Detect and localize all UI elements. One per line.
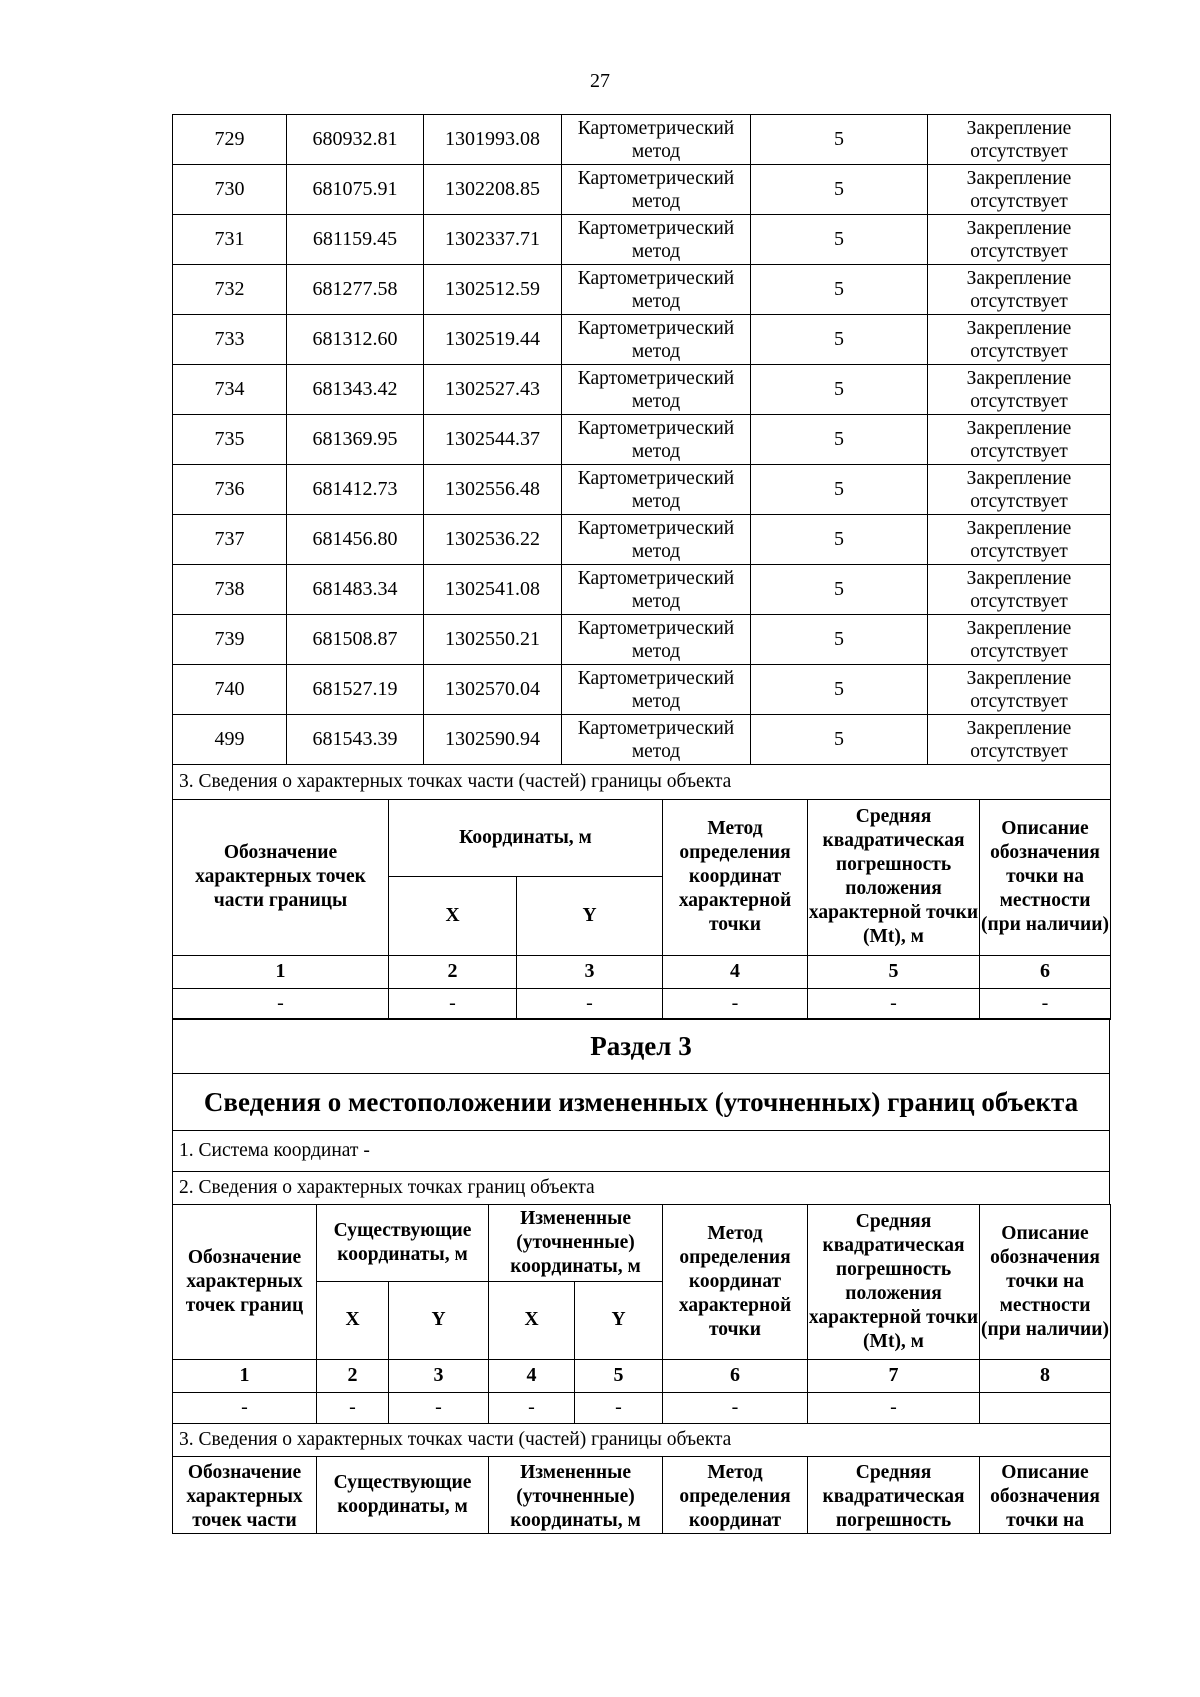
method-line: метод [631,440,681,462]
point-error: 5 [751,365,928,415]
empty-values-row-cell: - [517,988,663,1019]
points-table-row [173,665,1111,715]
s3-part-changed: Измененные (уточненные) координаты, м [489,1456,663,1533]
point-number: 499 [173,715,287,765]
point-fixation [928,365,1111,415]
header-y: Y [517,876,663,955]
point-method [562,165,751,215]
header-coordinates: Координаты, м [389,799,663,876]
s3-empty-values-row-cell: - [173,1392,317,1423]
point-y: 1302590.94 [424,715,562,765]
point-method [562,465,751,515]
method-line: метод [631,740,681,762]
fixation-line: Закрепление [966,117,1072,139]
column-numbers-row-cell: 4 [663,955,808,988]
method-line: Картометрический [577,417,735,439]
fixation-line: Закрепление [966,267,1072,289]
point-method [562,415,751,465]
fixation-line: отсутствует [970,640,1068,662]
point-x: 681483.34 [287,565,424,615]
s3-empty-values-row-cell [980,1392,1111,1423]
point-x: 681369.95 [287,415,424,465]
fixation-line: Закрепление [966,417,1072,439]
method-line: Картометрический [577,667,735,689]
s3-part-title: 3. Сведения о характерных точках части (частей) границы объекта [173,1423,1111,1456]
s3-header-description: Описание обозначения точки на местности (при наличии) [980,1204,1111,1359]
fixation-line: Закрепление [966,167,1072,189]
s3-header-error: Средняя квадратическая погрешность положения характерной точки (Mt), м [808,1204,980,1359]
fixation-line: Закрепление [966,317,1072,339]
point-y: 1302512.59 [424,265,562,315]
point-error: 5 [751,315,928,365]
point-number: 739 [173,615,287,665]
fixation-line: отсутствует [970,190,1068,212]
s3-column-numbers-row-cell: 5 [575,1359,663,1392]
s3-column-numbers-row-cell: 2 [317,1359,389,1392]
point-number: 737 [173,515,287,565]
s3-column-numbers-row-cell: 3 [389,1359,489,1392]
point-method [562,215,751,265]
changed-boundary-table [172,1204,1111,1534]
point-method [562,265,751,315]
point-error: 5 [751,615,928,665]
method-line: Картометрический [577,317,735,339]
method-line: метод [631,640,681,662]
method-line: метод [631,190,681,212]
s3-header-designation: Обозначение характерных точек границ [173,1204,317,1359]
s3-column-numbers-row-cell: 7 [808,1359,980,1392]
point-number: 734 [173,365,287,415]
method-line: Картометрический [577,617,735,639]
method-line: метод [631,690,681,712]
point-method [562,515,751,565]
fixation-line: отсутствует [970,740,1068,762]
point-method [562,615,751,665]
s3-header-existing-y: Y [389,1281,489,1359]
points-table-row [173,615,1111,665]
point-number: 735 [173,415,287,465]
point-error: 5 [751,165,928,215]
point-x: 681508.87 [287,615,424,665]
method-line: Картометрический [577,117,735,139]
fixation-line: Закрепление [966,517,1072,539]
fixation-line: Закрепление [966,367,1072,389]
fixation-line: отсутствует [970,540,1068,562]
point-method [562,315,751,365]
s3-column-numbers-row-cell: 6 [663,1359,808,1392]
column-numbers-row [173,955,1111,988]
point-fixation [928,415,1111,465]
point-method [562,365,751,415]
empty-values-row-cell: - [808,988,980,1019]
column-numbers-row-cell: 2 [389,955,517,988]
point-fixation [928,315,1111,365]
point-fixation [928,615,1111,665]
s3-part-error: Средняя квадратическая погрешность [808,1456,980,1533]
point-x: 681312.60 [287,315,424,365]
s3-empty-values-row-cell: - [808,1392,980,1423]
s3-column-numbers-row-cell: 1 [173,1359,317,1392]
method-line: Картометрический [577,367,735,389]
fixation-line: отсутствует [970,490,1068,512]
point-number: 738 [173,565,287,615]
page-number: 27 [590,70,610,92]
s3-part-description: Описание обозначения точки на [980,1456,1111,1533]
method-line: метод [631,490,681,512]
s3-empty-values-row-cell: - [317,1392,389,1423]
point-y: 1302544.37 [424,415,562,465]
point-fixation [928,115,1111,165]
points-table-row [173,365,1111,415]
points-table-row [173,515,1111,565]
point-method [562,715,751,765]
method-line: метод [631,140,681,162]
point-x: 681456.80 [287,515,424,565]
point-fixation [928,565,1111,615]
part-points-title: 3. Сведения о характерных точках части (частей) границы объекта [173,764,1111,799]
point-x: 681075.91 [287,165,424,215]
point-y: 1301993.08 [424,115,562,165]
method-line: Картометрический [577,567,735,589]
header-method: Метод определения координат характерной точки [663,799,808,955]
point-x: 680932.81 [287,115,424,165]
document-body [172,114,1110,1534]
point-x: 681159.45 [287,215,424,265]
point-error: 5 [751,515,928,565]
points-table-row [173,165,1111,215]
fixation-line: Закрепление [966,717,1072,739]
empty-values-row-cell: - [980,988,1111,1019]
s3-part-method: Метод определения координат [663,1456,808,1533]
method-line: метод [631,340,681,362]
section-heading: Раздел 3 [173,1019,1110,1074]
section3-heading-table [172,1018,1110,1205]
point-number: 732 [173,265,287,315]
fixation-line: Закрепление [966,617,1072,639]
s3-column-numbers-row-cell: 8 [980,1359,1111,1392]
points-table-row [173,215,1111,265]
points-table-row [173,265,1111,315]
points-table-row [173,115,1111,165]
point-fixation [928,515,1111,565]
s3-empty-values-row-cell: - [389,1392,489,1423]
point-x: 681527.19 [287,665,424,715]
point-y: 1302337.71 [424,215,562,265]
point-error: 5 [751,415,928,465]
method-line: метод [631,540,681,562]
point-error: 5 [751,665,928,715]
point-fixation [928,465,1111,515]
method-line: Картометрический [577,217,735,239]
s3-column-numbers-row-cell: 4 [489,1359,575,1392]
s3-empty-values-row-cell: - [489,1392,575,1423]
point-number: 733 [173,315,287,365]
points-table-row [173,415,1111,465]
column-numbers-row-cell: 3 [517,955,663,988]
fixation-line: Закрепление [966,467,1072,489]
method-line: метод [631,240,681,262]
fixation-line: отсутствует [970,690,1068,712]
points-table [172,114,1111,765]
point-fixation [928,165,1111,215]
points-table-row [173,715,1111,765]
fixation-line: отсутствует [970,290,1068,312]
method-line: метод [631,590,681,612]
point-number: 736 [173,465,287,515]
point-error: 5 [751,715,928,765]
empty-values-row-cell: - [173,988,389,1019]
point-fixation [928,265,1111,315]
s3-empty-values-row [173,1392,1111,1423]
header-error: Средняя квадратическая погрешность положения характерной точки (Mt), м [808,799,980,955]
column-numbers-row-cell: 1 [173,955,389,988]
point-error: 5 [751,565,928,615]
column-numbers-row-cell: 6 [980,955,1111,988]
fixation-line: отсутствует [970,240,1068,262]
point-number: 740 [173,665,287,715]
header-description: Описание обозначения точки на местности (при наличии) [980,799,1111,955]
s3-header-existing: Существующие координаты, м [317,1204,489,1281]
points-table-row [173,565,1111,615]
s3-header-existing-x: X [317,1281,389,1359]
points-table-row [173,315,1111,365]
column-numbers-row-cell: 5 [808,955,980,988]
empty-values-row [173,988,1111,1019]
boundary-points-title: 2. Сведения о характерных точках границ объекта [173,1172,1110,1205]
point-fixation [928,665,1111,715]
point-method [562,665,751,715]
s3-header-changed-y: Y [575,1281,663,1359]
s3-header-changed-x: X [489,1281,575,1359]
point-y: 1302527.43 [424,365,562,415]
point-fixation [928,715,1111,765]
header-x: X [389,876,517,955]
point-error: 5 [751,465,928,515]
part-points-table [172,764,1111,1020]
empty-values-row-cell: - [389,988,517,1019]
point-y: 1302570.04 [424,665,562,715]
header-designation: Обозначение характерных точек части границы [173,799,389,955]
method-line: Картометрический [577,517,735,539]
s3-part-existing: Существующие координаты, м [317,1456,489,1533]
method-line: метод [631,290,681,312]
method-line: метод [631,390,681,412]
point-error: 5 [751,115,928,165]
point-method [562,115,751,165]
point-x: 681277.58 [287,265,424,315]
fixation-line: отсутствует [970,340,1068,362]
s3-part-designation: Обозначение характерных точек части [173,1456,317,1533]
point-x: 681543.39 [287,715,424,765]
fixation-line: Закрепление [966,567,1072,589]
point-y: 1302208.85 [424,165,562,215]
s3-header-method: Метод определения координат характерной точки [663,1204,808,1359]
fixation-line: отсутствует [970,140,1068,162]
point-y: 1302536.22 [424,515,562,565]
method-line: Картометрический [577,267,735,289]
fixation-line: отсутствует [970,590,1068,612]
s3-column-numbers-row [173,1359,1111,1392]
s3-empty-values-row-cell: - [663,1392,808,1423]
fixation-line: отсутствует [970,440,1068,462]
point-x: 681412.73 [287,465,424,515]
point-y: 1302519.44 [424,315,562,365]
point-fixation [928,215,1111,265]
point-y: 1302541.08 [424,565,562,615]
point-y: 1302550.21 [424,615,562,665]
method-line: Картометрический [577,467,735,489]
point-number: 729 [173,115,287,165]
point-number: 730 [173,165,287,215]
point-y: 1302556.48 [424,465,562,515]
fixation-line: отсутствует [970,390,1068,412]
coordinate-system: 1. Система координат - [173,1131,1110,1172]
points-table-row [173,465,1111,515]
fixation-line: Закрепление [966,217,1072,239]
point-method [562,565,751,615]
point-number: 731 [173,215,287,265]
method-line: Картометрический [577,167,735,189]
empty-values-row-cell: - [663,988,808,1019]
point-x: 681343.42 [287,365,424,415]
s3-empty-values-row-cell: - [575,1392,663,1423]
point-error: 5 [751,265,928,315]
s3-header-changed: Измененные (уточненные) координаты, м [489,1204,663,1281]
fixation-line: Закрепление [966,667,1072,689]
point-error: 5 [751,215,928,265]
method-line: Картометрический [577,717,735,739]
section-title: Сведения о местоположении измененных (уточненных) границ объекта [173,1074,1110,1131]
